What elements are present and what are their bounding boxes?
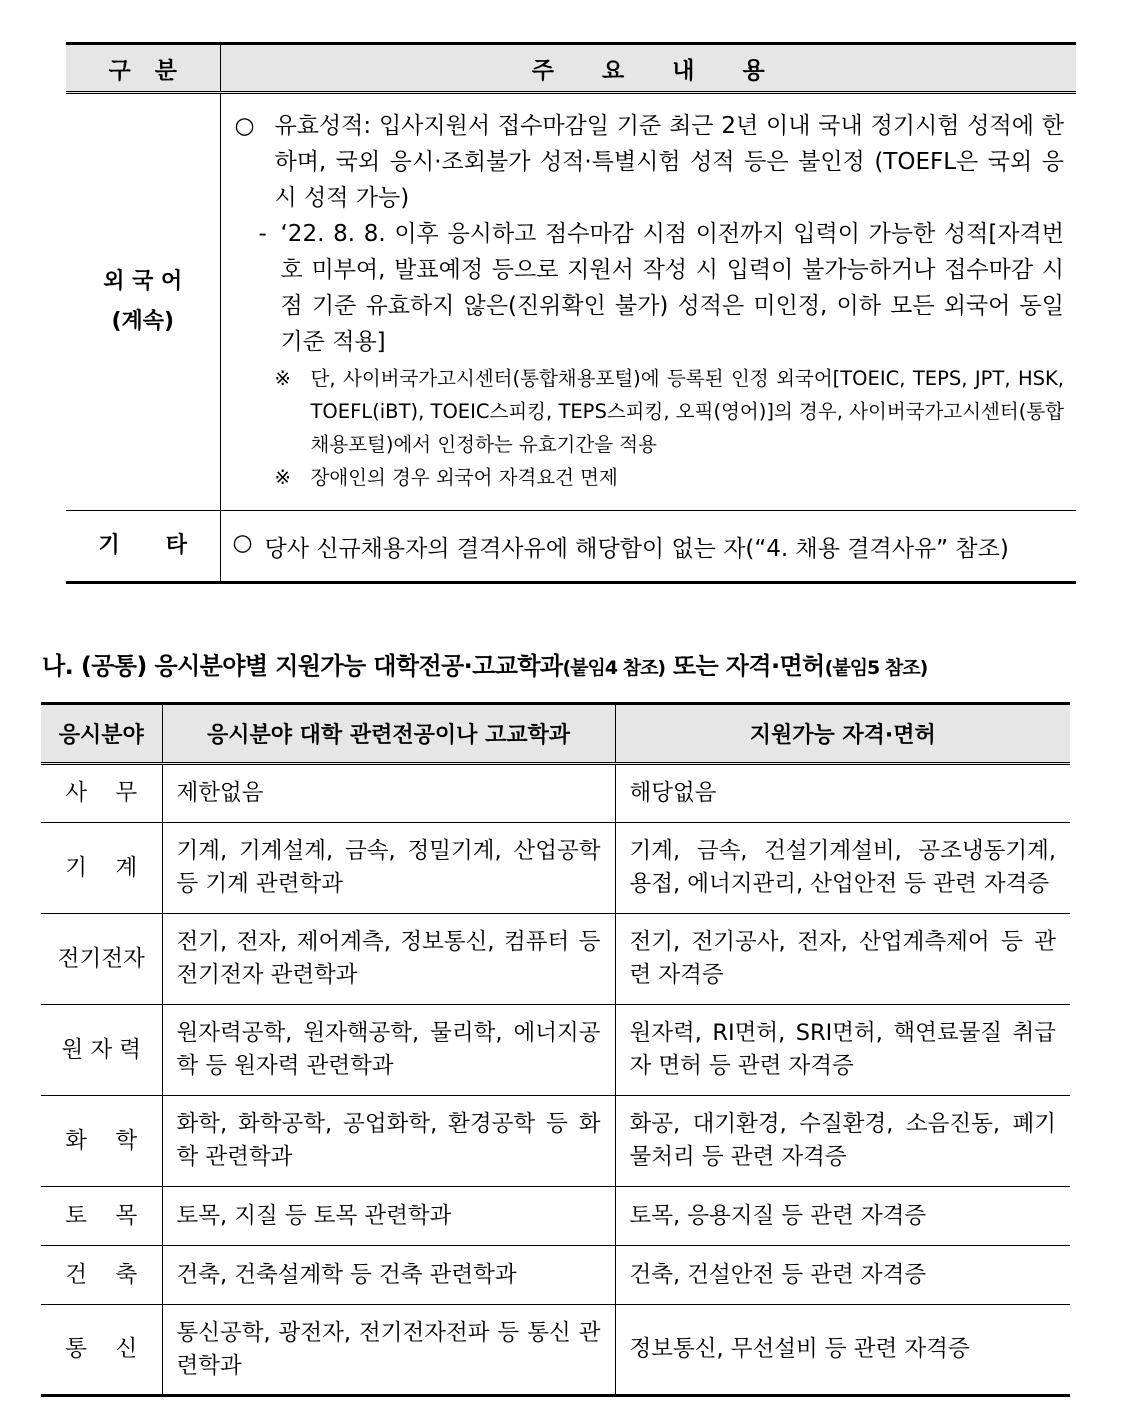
license-cell: 화공, 대기환경, 수질환경, 소음진동, 폐기물처리 등 관련 자격증: [615, 1096, 1070, 1187]
major-cell: 건축, 건축설계학 등 건축 관련학과: [162, 1246, 615, 1305]
row-label-other: 기 타: [66, 511, 220, 583]
eligible-majors-table: [41, 702, 1070, 1397]
reference-mark-icon: ※: [274, 466, 291, 489]
dash-bullet-icon: -: [258, 221, 267, 247]
major-cell: 기계, 기계설계, 금속, 정밀기계, 산업공학 등 기계 관련학과: [162, 823, 615, 914]
section-title-ref-attachment4: (붙임4 참조): [562, 657, 666, 679]
circle-bullet-icon: ○: [234, 113, 255, 139]
field-cell: 전기전자: [41, 914, 162, 1005]
field-cell: 토 목: [41, 1187, 162, 1246]
note-valid-period: [235, 362, 1065, 461]
reference-mark-icon: ※: [274, 367, 291, 390]
label-foreign-language: 외 국 어: [103, 269, 183, 294]
major-cell: 토목, 지질 등 토목 관련학과: [162, 1187, 615, 1246]
row-other: [66, 511, 1076, 583]
header-main-content: 주 요 내 용: [220, 44, 1076, 93]
disability-exemption-text: 장애인의 경우 외국어 자격요건 면제: [310, 466, 618, 489]
field-cell: 화 학: [41, 1096, 162, 1187]
license-cell: 토목, 응용지질 등 관련 자격증: [615, 1187, 1070, 1246]
header-license: 지원가능 자격·면허: [615, 704, 1070, 764]
table-row: [41, 823, 1070, 914]
header-major: 응시분야 대학 관련전공이나 고교학과: [162, 704, 615, 764]
input-deadline-text: ‘22. 8. 8. 이후 응시하고 점수마감 시점 이전까지 입력이 가능한 성적[자격번호 미부여, 발표예정 등으로 지원서 작성 시 입력이 불가능하거나 접수마감 시점 기준 유효하지 않은(진위확인 불가) 성적은 미인정, 이하 모든 외국어 동일 기준 적용]: [280, 221, 1064, 355]
license-cell: 정보통신, 무선설비 등 관련 자격증: [615, 1305, 1070, 1396]
table-row: [41, 1246, 1070, 1305]
field-cell: 기 계: [41, 823, 162, 914]
requirements-table: [66, 42, 1076, 584]
table-row: [41, 1187, 1070, 1246]
section-title: [42, 646, 927, 681]
major-cell: 제한없음: [162, 764, 615, 823]
table-row: [41, 1305, 1070, 1396]
table-row: [41, 1096, 1070, 1187]
license-cell: 해당없음: [615, 764, 1070, 823]
license-cell: 기계, 금속, 건설기계설비, 공조냉동기계, 용접, 에너지관리, 산업안전 등 관련 자격증: [615, 823, 1070, 914]
foreign-language-content: [220, 93, 1076, 511]
eligible-majors-header: [41, 704, 1070, 764]
table-row: [41, 914, 1070, 1005]
table-row: [41, 764, 1070, 823]
header-category: 구 분: [66, 44, 220, 93]
major-cell: 통신공학, 광전자, 전기전자전파 등 통신 관련학과: [162, 1305, 615, 1396]
note-disability-exemption: [235, 461, 1065, 494]
valid-score-text: 유효성적: 입사지원서 접수마감일 기준 최근 2년 이내 국내 정기시험 성적에 한하며, 국외 응시·조회불가 성적·특별시험 성적 등은 불인정 (TOEFL은 국외 응시 성적 가능): [274, 113, 1064, 211]
major-cell: 원자력공학, 원자핵공학, 물리학, 에너지공학 등 원자력 관련학과: [162, 1005, 615, 1096]
bullet-valid-score: [235, 108, 1065, 216]
header-field: 응시분야: [41, 704, 162, 764]
license-cell: 건축, 건설안전 등 관련 자격증: [615, 1246, 1070, 1305]
circle-bullet-icon: ○: [232, 529, 253, 556]
section-title-main: 나. (공통) 응시분야별 지원가능 대학전공·고교학과: [42, 652, 563, 680]
row-label-foreign-language: [66, 93, 220, 511]
requirements-table-header: [66, 44, 1076, 93]
section-title-mid: 또는 자격·면허: [665, 652, 825, 680]
major-cell: 화학, 화학공학, 공업화학, 환경공학 등 화학 관련학과: [162, 1096, 615, 1187]
license-cell: 전기, 전기공사, 전자, 산업계측제어 등 관련 자격증: [615, 914, 1070, 1005]
dash-item-input-deadline: [235, 216, 1065, 360]
field-cell: 건 축: [41, 1246, 162, 1305]
section-title-ref-attachment5: (붙임5 참조): [824, 657, 928, 679]
table-row: [41, 1005, 1070, 1096]
field-cell: 통 신: [41, 1305, 162, 1396]
major-cell: 전기, 전자, 제어계측, 정보통신, 컴퓨터 등 전기전자 관련학과: [162, 914, 615, 1005]
disqualification-text: 당사 신규채용자의 결격사유에 해당함이 없는 자(“4. 채용 결격사유” 참조): [264, 535, 1009, 562]
field-cell: 원 자 력: [41, 1005, 162, 1096]
other-content: [220, 511, 1076, 583]
valid-period-note-text: 단, 사이버국가고시센터(통합채용포털)에 등록된 인정 외국어[TOEIC, TEPS, JPT, HSK, TOEFL(iBT), TOEIC스피킹, TEPS스피킹, 오픽(영어)]의 경우, 사이버국가고시센터(통합채용포털)에서 인정하는 유효기간을 적용: [310, 367, 1064, 456]
label-continued: (계속): [111, 309, 175, 334]
field-cell: 사 무: [41, 764, 162, 823]
license-cell: 원자력, RI면허, SRI면허, 핵연료물질 취급자 면허 등 관련 자격증: [615, 1005, 1070, 1096]
row-foreign-language: [66, 93, 1076, 511]
bullet-disqualification: [233, 530, 1077, 563]
